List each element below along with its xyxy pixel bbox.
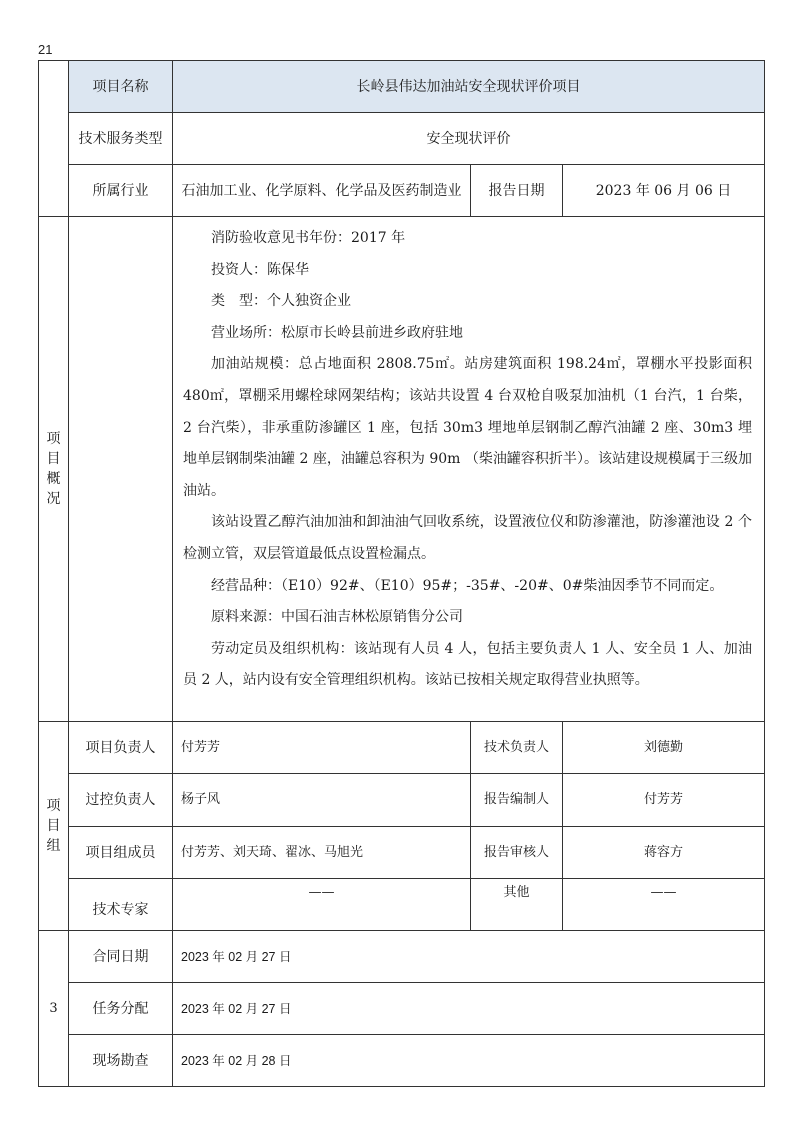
service-type-label: 技术服务类型 bbox=[68, 112, 173, 165]
overview-section-label bbox=[38, 216, 69, 722]
schedule-row-value: 2023 年 02 月 28 日 bbox=[172, 1034, 765, 1087]
schedule-row-value: 2023 年 02 月 27 日 bbox=[172, 982, 765, 1035]
overview-content bbox=[172, 216, 765, 722]
team-row-role: 其他 bbox=[470, 878, 563, 931]
overview-label-char: 概 bbox=[46, 471, 61, 487]
service-type-value: 安全现状评价 bbox=[172, 112, 765, 165]
report-date-label: 报告日期 bbox=[470, 164, 563, 217]
team-row-role: 报告编制人 bbox=[470, 773, 563, 827]
team-row-value: 付芳芳、刘天琦、翟冰、马旭光 bbox=[172, 826, 471, 879]
page-number: 21 bbox=[38, 42, 53, 57]
schedule-row-value: 2023 年 02 月 27 日 bbox=[172, 930, 765, 983]
team-row-value: 付芳芳 bbox=[172, 721, 471, 774]
team-row-person: 蒋容方 bbox=[562, 826, 765, 879]
overview-label-char: 项 bbox=[46, 431, 61, 447]
overview-paragraph: 加油站规模：总占地面积 2808.75㎡。站房建筑面积 198.24㎡，罩棚水平投影面积 480㎡，罩棚采用螺栓球网架结构；该站共设置 4 台双枪自吸泵加油机（1 台汽，1 台柴，2 台汽柴），非承重防渗罐区 1 座，包括 30m3 埋地单层钢制乙醇汽油罐 2 座、30m3 埋地单层钢制柴油罐 2 座，油罐总容积为 90m （柴油罐容积折半）。该站建设规模属于三级加油站。 bbox=[183, 356, 752, 499]
team-row-value: —— bbox=[172, 878, 471, 931]
overview-label-char: 况 bbox=[46, 491, 61, 507]
group-spacer bbox=[38, 60, 69, 217]
team-row-label: 项目负责人 bbox=[68, 721, 173, 774]
team-row-person: 付芳芳 bbox=[562, 773, 765, 827]
overview-paragraph: 类 型：个人独资企业 bbox=[211, 293, 351, 310]
overview-paragraph: 该站设置乙醇汽油加油和卸油油气回收系统，设置液位仪和防渗灌池，防渗灌池设 2 个检测立管，双层管道最低点设置检漏点。 bbox=[183, 514, 752, 562]
team-section-label bbox=[38, 721, 69, 931]
schedule-row-label: 现场勘查 bbox=[68, 1034, 173, 1087]
team-label-char: 项 bbox=[46, 798, 61, 814]
team-row-label: 技术专家 bbox=[68, 878, 173, 931]
project-name-value: 长岭县伟达加油站安全现状评价项目 bbox=[172, 60, 765, 113]
team-row-person: —— bbox=[562, 878, 765, 931]
team-row-role: 技术负责人 bbox=[470, 721, 563, 774]
overview-paragraph: 经营品种：（E10）92#、（E10）95#；-35#、-20#、0#柴油因季节不同而定。 bbox=[211, 577, 724, 594]
overview-paragraph: 原料来源：中国石油吉林松原销售分公司 bbox=[211, 609, 463, 626]
overview-label-char: 目 bbox=[46, 451, 61, 467]
team-row-person: 刘德勤 bbox=[562, 721, 765, 774]
schedule-row-label: 合同日期 bbox=[68, 930, 173, 983]
industry-label: 所属行业 bbox=[68, 164, 173, 217]
team-row-value: 杨子风 bbox=[172, 773, 471, 827]
overview-paragraph: 投资人：陈保华 bbox=[211, 261, 309, 278]
project-name-label: 项目名称 bbox=[68, 60, 173, 113]
team-row-role: 报告审核人 bbox=[470, 826, 563, 879]
overview-spacer bbox=[68, 216, 173, 722]
industry-value: 石油加工业、化学原料、化学品及医药制造业 bbox=[172, 164, 471, 217]
overview-paragraph: 消防验收意见书年份：2017 年 bbox=[211, 230, 406, 246]
team-label-char: 组 bbox=[46, 838, 61, 854]
team-row-label: 项目组成员 bbox=[68, 826, 173, 879]
report-date-value: 2023 年 06 月 06 日 bbox=[562, 164, 765, 217]
overview-paragraph: 劳动定员及组织机构：该站现有人员 4 人，包括主要负责人 1 人、安全员 1 人、加油员 2 人，站内设有安全管理组织机构。该站已按相关规定取得营业执照等。 bbox=[183, 640, 752, 689]
schedule-section-label: 3 bbox=[38, 930, 69, 1087]
overview-paragraph: 营业场所：松原市长岭县前进乡政府驻地 bbox=[211, 324, 463, 341]
team-row-label: 过控负责人 bbox=[68, 773, 173, 827]
schedule-row-label: 任务分配 bbox=[68, 982, 173, 1035]
team-label-char: 目 bbox=[46, 818, 61, 834]
